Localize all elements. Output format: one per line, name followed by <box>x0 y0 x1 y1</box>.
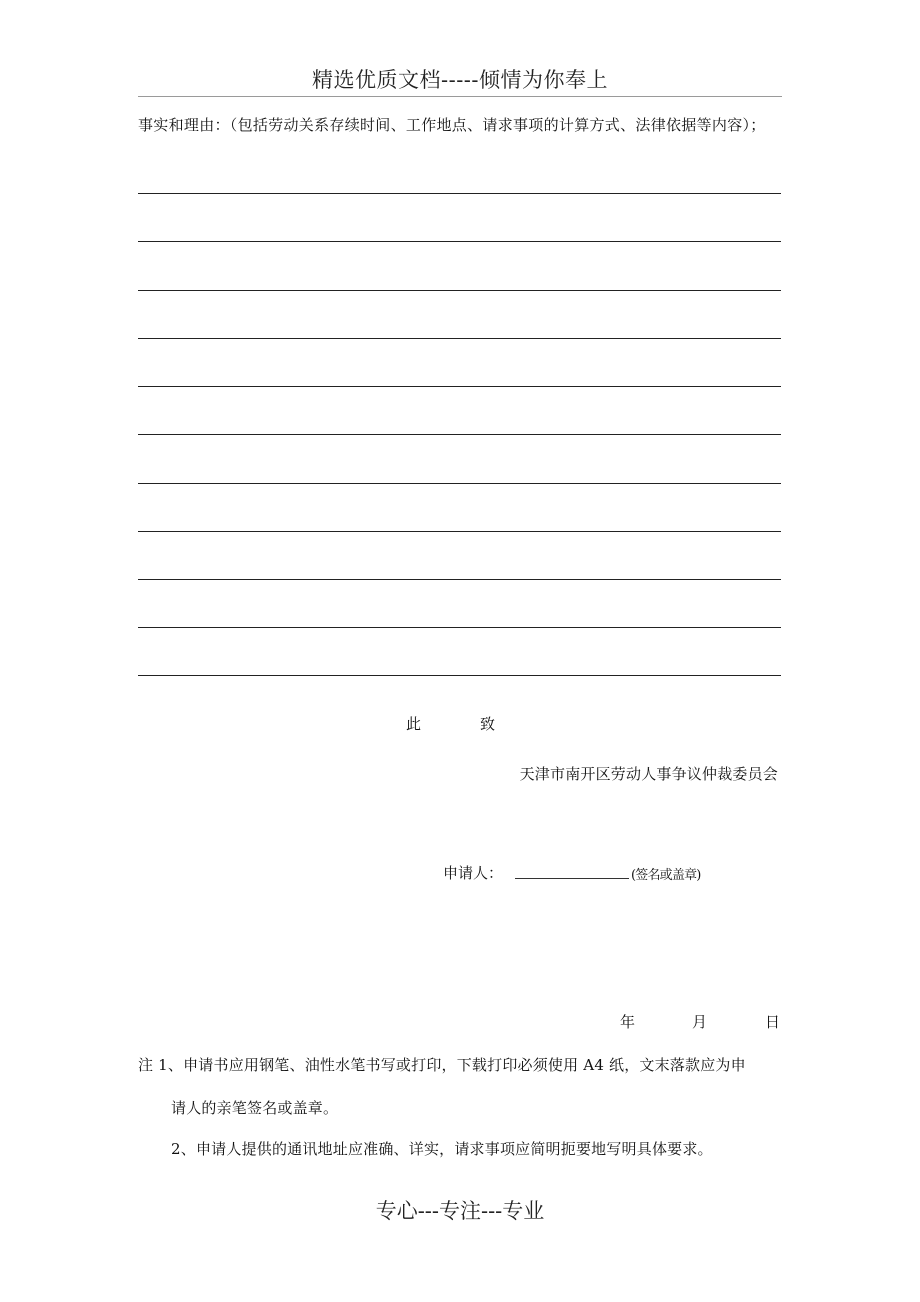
writing-line[interactable] <box>138 193 781 194</box>
writing-line[interactable] <box>138 241 781 242</box>
signature-note: (签名或盖章) <box>631 868 701 883</box>
closing-word-ci: 此 <box>406 715 422 733</box>
writing-line[interactable] <box>138 675 781 676</box>
writing-line[interactable] <box>138 338 781 339</box>
writing-line[interactable] <box>138 386 781 387</box>
date-year-label: 年 <box>620 1013 636 1031</box>
writing-line[interactable] <box>138 531 781 532</box>
writing-line[interactable] <box>138 627 781 628</box>
writing-line[interactable] <box>138 579 781 580</box>
applicant-label: 申请人： <box>443 864 504 882</box>
facts-and-reasons-prompt: 事实和理由：（包括劳动关系存续时间、工作地点、请求事项的计算方式、法律依据等内容）； <box>138 116 766 134</box>
note-item-1-line-2: 请人的亲笔签名或盖章。 <box>171 1099 339 1117</box>
date-day-label: 日 <box>765 1013 781 1031</box>
writing-line[interactable] <box>138 290 781 291</box>
page-header-title: 精选优质文档-----倾情为你奉上 <box>312 68 608 92</box>
page-footer-text: 专心---专注---专业 <box>375 1199 545 1223</box>
writing-line[interactable] <box>138 434 781 435</box>
header-divider <box>138 96 782 97</box>
recipient-committee: 天津市南开区劳动人事争议仲裁委员会 <box>519 765 778 783</box>
closing-word-zhi: 致 <box>480 715 496 733</box>
date-month-label: 月 <box>692 1013 708 1031</box>
applicant-signature <box>443 862 701 883</box>
signature-blank[interactable] <box>515 878 629 879</box>
note-item-1-line-1: 注 1、申请书应用钢笔、油性水笔书写或打印，下载打印必须使用 A4 纸，文末落款应为申 <box>138 1056 746 1074</box>
writing-line[interactable] <box>138 483 781 484</box>
note-item-2: 2、申请人提供的通讯地址应准确、详实，请求事项应简明扼要地写明具体要求。 <box>171 1140 713 1158</box>
